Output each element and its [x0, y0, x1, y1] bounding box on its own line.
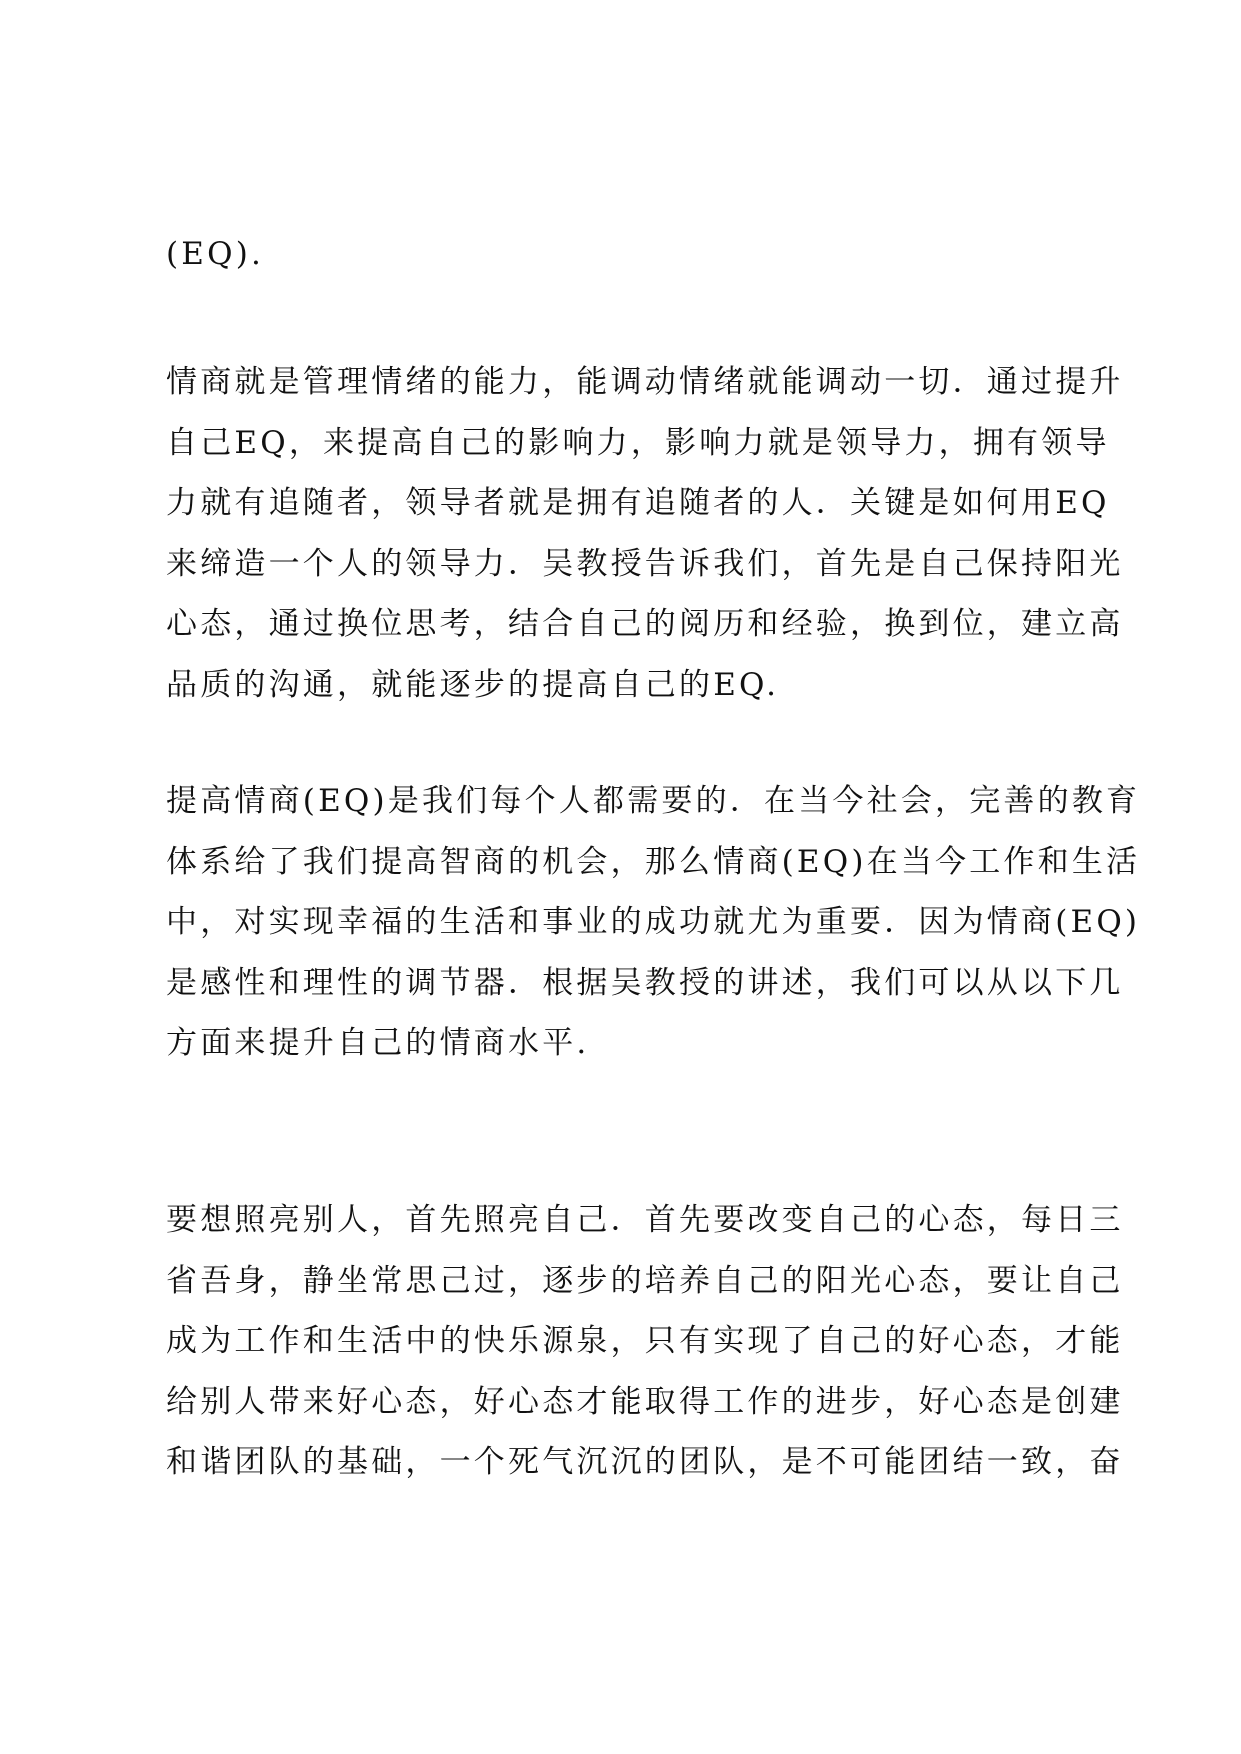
text-line: 体系给了我们提高智商的机会，那么情商(EQ)在当今工作和生活	[166, 843, 1141, 880]
paragraph-eq-management	[166, 352, 1124, 715]
text-line: 省吾身，静坐常思己过，逐步的培养自己的阳光心态，要让自己	[166, 1262, 1124, 1299]
text-line: 来缔造一个人的领导力．吴教授告诉我们，首先是自己保持阳光	[166, 545, 1124, 582]
text-line: 自己EQ，来提高自己的影响力，影响力就是领导力，拥有领导	[166, 424, 1110, 461]
text-line: 和谐团队的基础，一个死气沉沉的团队，是不可能团结一致，奋	[166, 1444, 1124, 1480]
text-line: (EQ).	[166, 236, 265, 272]
paragraph-eq-fragment	[166, 224, 1091, 285]
text-line: 情商就是管理情绪的能力，能调动情绪就能调动一切．通过提升	[166, 364, 1124, 400]
text-line: 中，对实现幸福的生活和事业的成功就尤为重要．因为情商(EQ)	[166, 904, 1141, 940]
text-line: 是感性和理性的调节器．根据吴教授的讲述，我们可以从以下几	[166, 964, 1124, 1001]
paragraph-improve-eq	[166, 771, 1141, 1074]
text-line: 要想照亮别人，首先照亮自己．首先要改变自己的心态，每日三	[166, 1202, 1124, 1238]
text-line: 方面来提升自己的情商水平.	[166, 1025, 590, 1061]
text-line: 品质的沟通，就能逐步的提高自己的EQ.	[166, 666, 780, 703]
text-line: 成为工作和生活中的快乐源泉，只有实现了自己的好心态，才能	[166, 1323, 1124, 1359]
text-line: 力就有追随者，领导者就是拥有追随者的人．关键是如何用EQ	[166, 485, 1110, 521]
text-line: 给别人带来好心态，好心态才能取得工作的进步，好心态是创建	[166, 1383, 1124, 1420]
text-line: 提高情商(EQ)是我们每个人都需要的．在当今社会，完善的教育	[166, 783, 1141, 819]
paragraph-illuminate-self	[166, 1190, 1124, 1493]
text-line: 心态，通过换位思考，结合自己的阅历和经验，换到位，建立高	[166, 606, 1124, 642]
